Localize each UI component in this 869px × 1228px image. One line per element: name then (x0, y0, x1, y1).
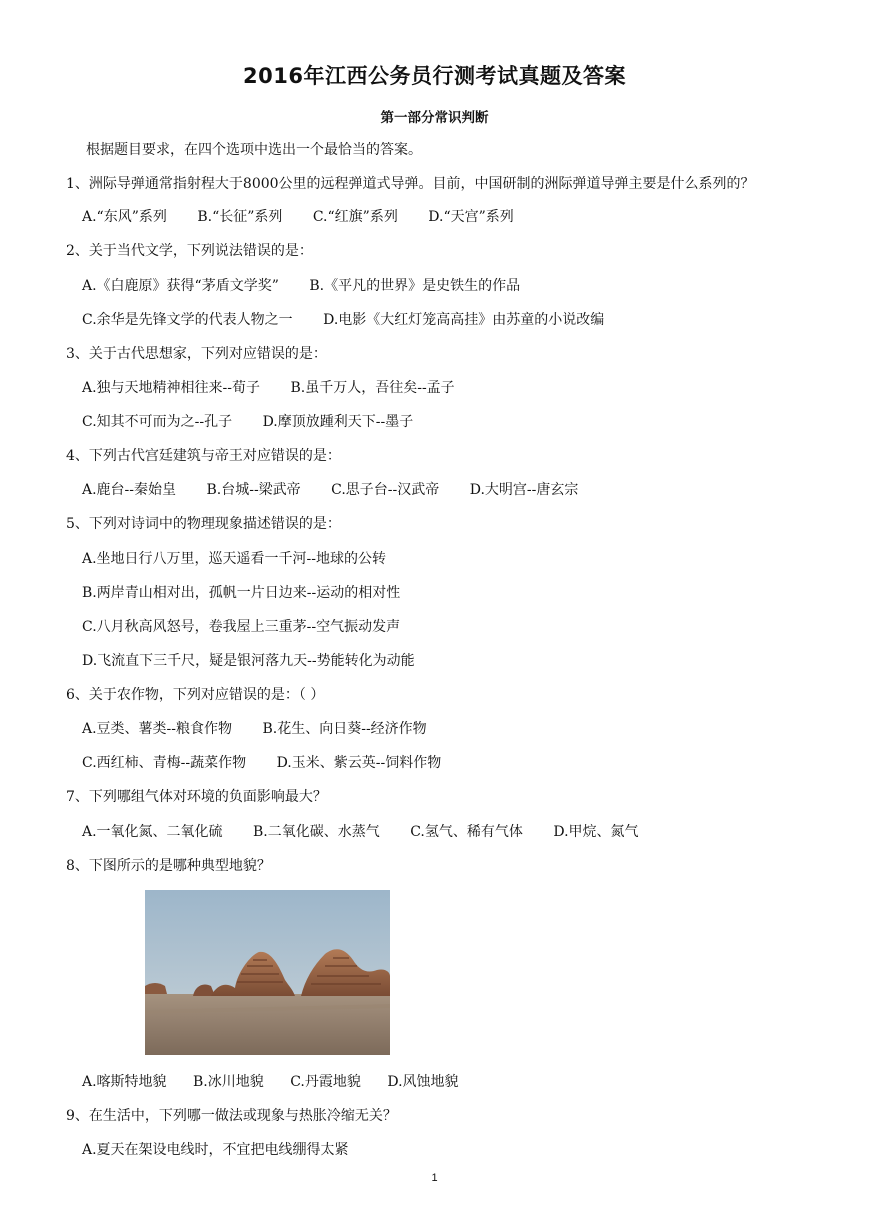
option-8c: C.丹霞地貌 (290, 1074, 361, 1090)
question-6-stem: 6、关于农作物，下列对应错误的是：（ ） (66, 687, 325, 703)
option-8d: D.风蚀地貌 (387, 1074, 459, 1090)
question-3-stem: 3、关于古代思想家，下列对应错误的是： (66, 346, 327, 362)
question-2-stem: 2、关于当代文学，下列说法错误的是： (66, 243, 313, 259)
question-6-options-row2 (82, 753, 467, 773)
option-9a: A.夏天在架设电线时，不宜把电线绷得太紧 (82, 1142, 349, 1158)
option-1d: D.“天宫”系列 (428, 209, 514, 225)
option-5b: B.两岸青山相对出，孤帆一片日边来--运动的相对性 (82, 585, 401, 601)
option-4b: B.台城--梁武帝 (206, 482, 301, 498)
question-7-options (82, 822, 665, 842)
option-2b: B.《平凡的世界》是史铁生的作品 (309, 278, 521, 294)
option-5c: C.八月秋高风怒号，卷我屋上三重茅--空气振动发声 (82, 619, 401, 635)
question-4-options (82, 480, 604, 500)
option-7c: C.氢气、稀有气体 (410, 824, 523, 840)
option-5d: D.飞流直下三千尺，疑是银河落九天--势能转化为动能 (82, 653, 415, 669)
question-3-options-row2 (82, 412, 439, 432)
option-7d: D.甲烷、氮气 (553, 824, 639, 840)
option-6c: C.西红柿、青梅--蔬菜作物 (82, 755, 247, 771)
option-3b: B.虽千万人，吾往矣--孟子 (290, 380, 455, 396)
option-4d: D.大明宫--唐玄宗 (469, 482, 579, 498)
option-3c: C.知其不可而为之--孔子 (82, 414, 233, 430)
question-2-options-row2 (82, 310, 630, 330)
question-2-options-row1 (82, 276, 546, 296)
landform-photo (145, 890, 390, 1055)
option-6a: A.豆类、薯类--粮食作物 (82, 721, 233, 737)
question-3-options-row1 (82, 378, 481, 398)
option-8a: A.喀斯特地貌 (82, 1074, 167, 1090)
instruction-text: 根据题目要求，在四个选项中选出一个最恰当的答案。 (86, 142, 422, 158)
option-1c: C.“红旗”系列 (312, 209, 398, 225)
option-5a: A.坐地日行八万里，巡天遥看一千河--地球的公转 (82, 551, 387, 567)
question-4-stem: 4、下列古代宫廷建筑与帝王对应错误的是： (66, 448, 341, 464)
option-4c: C.思子台--汉武帝 (331, 482, 440, 498)
option-1a: A.“东风”系列 (82, 209, 167, 225)
question-1-stem: 1、洲际导弹通常指射程大于8000公里的远程弹道式导弹。目前，中国研制的洲际弹道导弹主要是什么系列的？ (66, 176, 755, 192)
question-1-options (82, 207, 540, 227)
option-6d: D.玉米、紫云英--饲料作物 (276, 755, 442, 771)
question-9-stem: 9、在生活中，下列哪一做法或现象与热胀冷缩无关？ (66, 1108, 397, 1124)
section-heading: 第一部分常识判断 (380, 110, 489, 126)
page-number: 1 (431, 1172, 438, 1184)
option-2c: C.余华是先锋文学的代表人物之一 (82, 312, 293, 328)
question-6-options-row1 (82, 719, 453, 739)
option-4a: A.鹿台--秦始皇 (82, 482, 177, 498)
option-2d: D.电影《大红灯笼高高挂》由苏童的小说改编 (323, 312, 605, 328)
question-8-options (82, 1072, 481, 1092)
option-8b: B.冰川地貌 (193, 1074, 264, 1090)
option-3d: D.摩顶放踵利天下--墨子 (262, 414, 414, 430)
question-8-stem: 8、下图所示的是哪种典型地貌？ (66, 858, 271, 874)
option-7b: B.二氧化碳、水蒸气 (253, 824, 380, 840)
question-7-stem: 7、下列哪组气体对环境的负面影响最大？ (66, 789, 327, 805)
option-6b: B.花生、向日葵--经济作物 (262, 721, 427, 737)
option-7a: A.一氧化氮、二氧化硫 (82, 824, 223, 840)
option-1b: B.“长征”系列 (197, 209, 283, 225)
question-5-stem: 5、下列对诗词中的物理现象描述错误的是： (66, 516, 341, 532)
option-3a: A.独与天地精神相往来--荀子 (82, 380, 261, 396)
option-2a: A.《白鹿原》获得“茅盾文学奖” (82, 278, 279, 294)
document-title: 2016年江西公务员行测考试真题及答案 (243, 64, 626, 88)
